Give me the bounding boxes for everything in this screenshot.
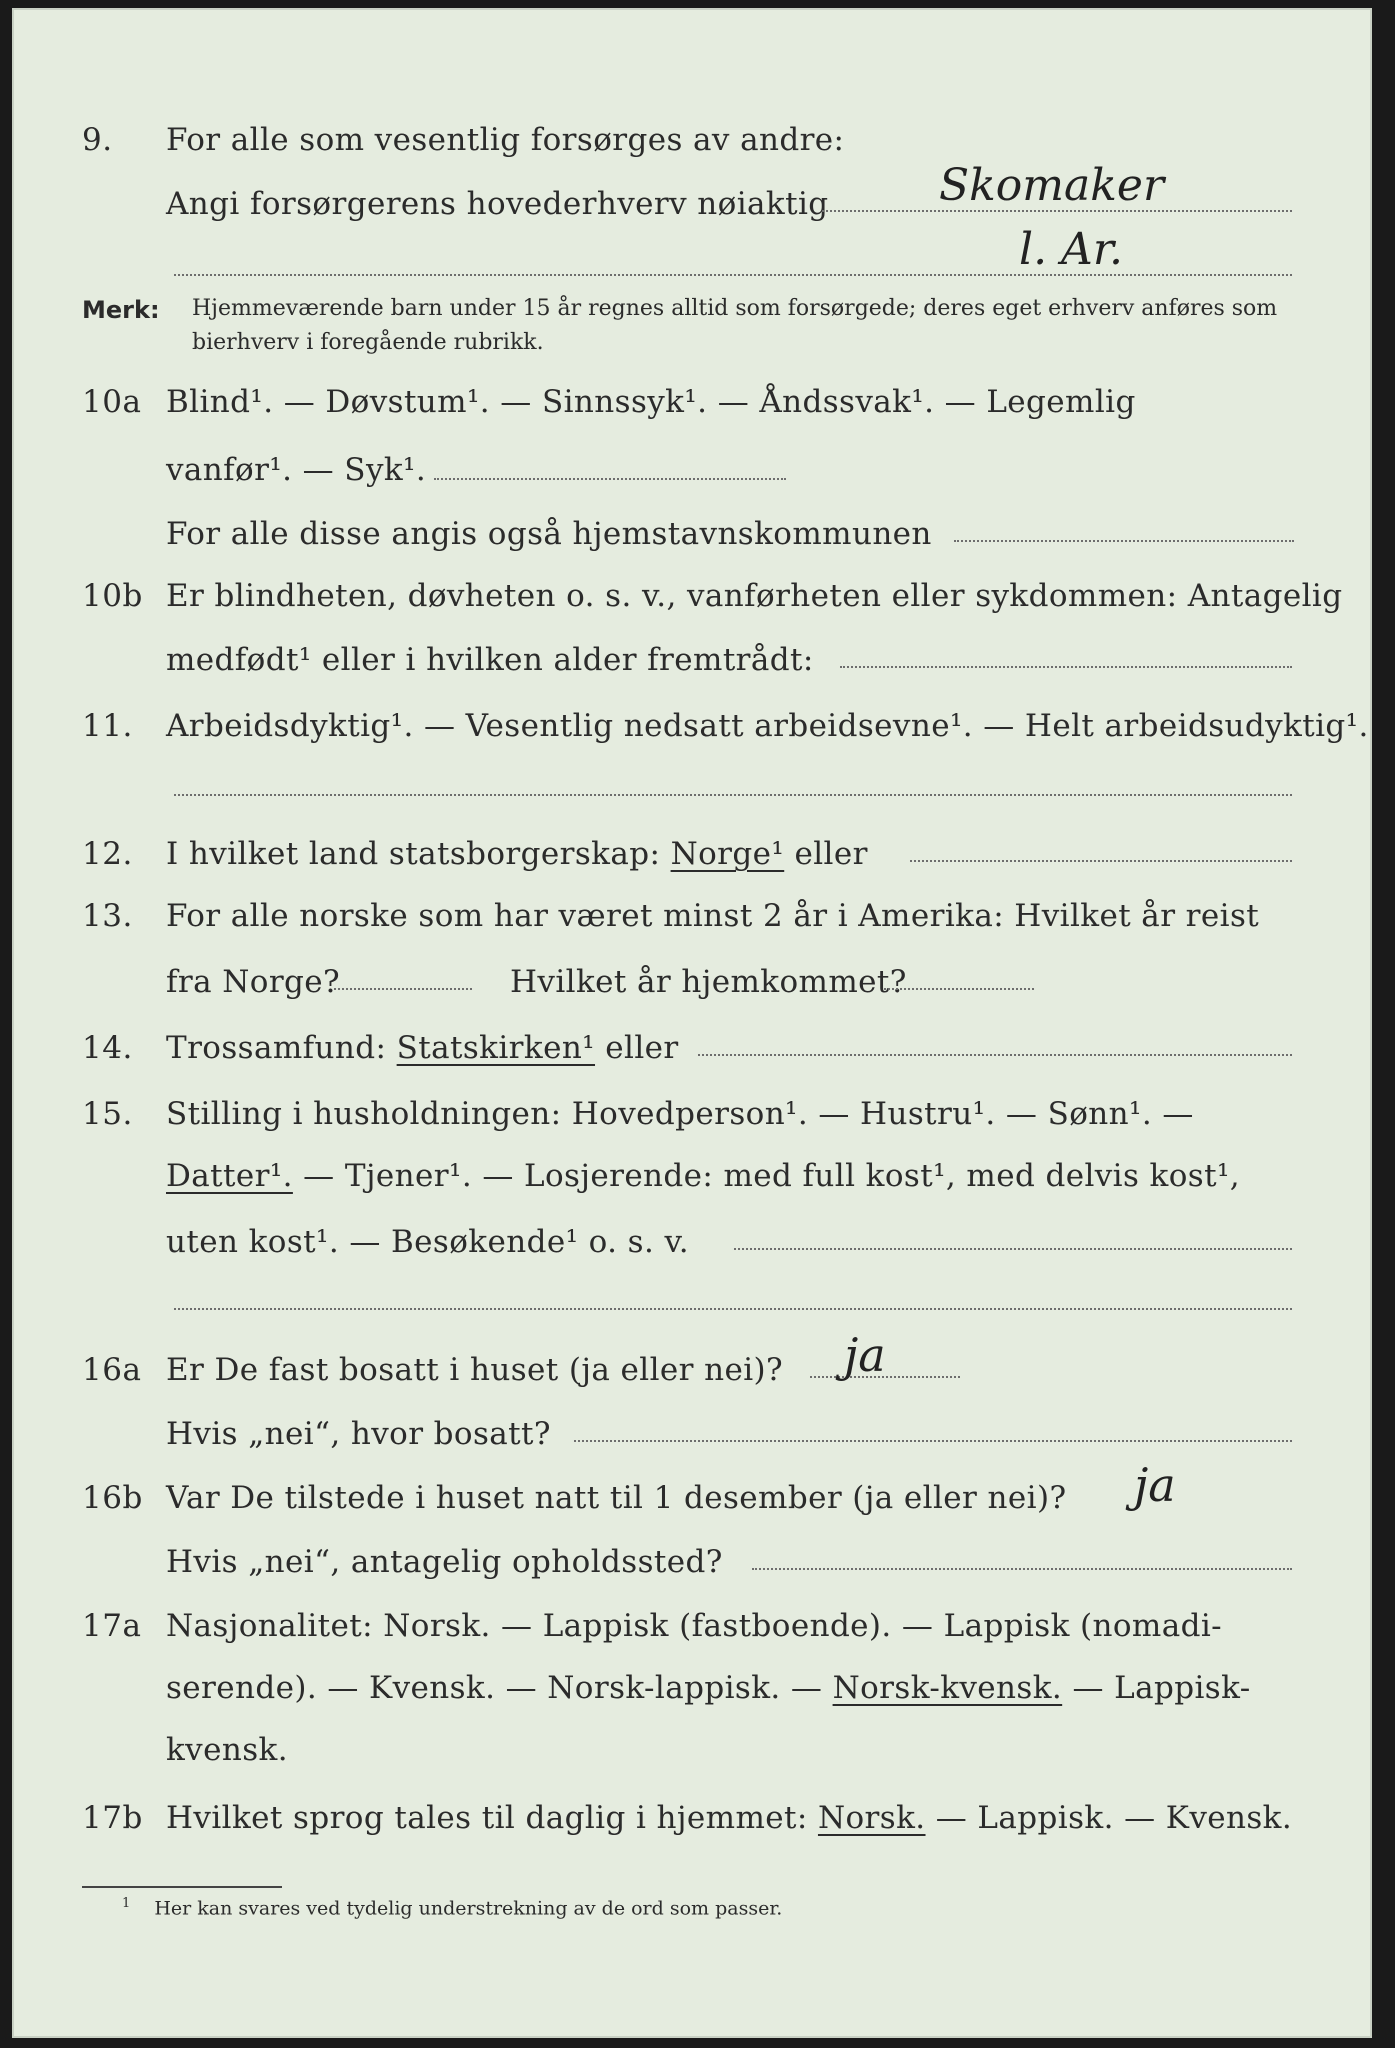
q15-line3: uten kost¹. — Besøkende¹ o. s. v. [166, 1224, 689, 1260]
q14-number: 14. [82, 1030, 133, 1066]
merk-text: Hjemmeværende barn under 15 år regnes alltid som forsørgede; deres eget erhverv anføres som bierhverv i foregående rubrikk. [192, 296, 1278, 355]
merk-label: Merk: [82, 296, 160, 324]
q10a-line2: vanfør¹. — Syk¹. [166, 452, 427, 488]
census-form-page [12, 8, 1372, 2038]
footnote-mark: 1 [122, 1896, 131, 1911]
q16b-handwritten-answer: ja [1134, 1458, 1176, 1512]
q16a-handwritten-answer: ja [844, 1328, 886, 1382]
q17a-number: 17a [82, 1608, 142, 1644]
q12-question: I hvilket land statsborgerskap: [166, 836, 661, 872]
q10a-answer-line1 [434, 478, 786, 480]
q13-line2a-answer [334, 988, 472, 990]
q13-number: 13. [82, 898, 133, 934]
q14-underlined-answer: Statskirken¹ [396, 1030, 596, 1066]
q15-number: 15. [82, 1096, 133, 1132]
q15-answer-line2 [174, 1308, 1292, 1310]
q9-number: 9. [82, 122, 113, 158]
q16a-line2: Hvis „nei“, hvor bosatt? [166, 1416, 551, 1452]
q11-line1: Arbeidsdyktig¹. — Vesentlig nedsatt arbeidsevne¹. — Helt arbeidsudyktig¹. [166, 708, 1369, 744]
q15-line1: Stilling i husholdningen: Hovedperson¹. — Hustru¹. — Sønn¹. — [166, 1096, 1194, 1132]
q10a-line3: For alle disse angis også hjemstavnskommunen [166, 516, 932, 552]
footnote-rule [82, 1886, 282, 1888]
q16a-line1: Er De fast bosatt i huset (ja eller nei)? [166, 1352, 784, 1388]
q15-answer-line1 [734, 1248, 1292, 1250]
q16b-line2: Hvis „nei“, antagelig opholdssted? [166, 1544, 723, 1580]
q13-line2a: fra Norge? [166, 964, 341, 1000]
q12-underlined-answer: Norge¹ [670, 836, 785, 872]
q17b-rest: — Lappisk. — Kvensk. [935, 1800, 1293, 1836]
q12-text [166, 836, 868, 872]
q17b-underlined-answer: Norsk. [817, 1800, 926, 1836]
q14-or: eller [605, 1030, 679, 1066]
q17a-line1: Nasjonalitet: Norsk. — Lappisk (fastboende). — Lappisk (nomadi- [166, 1608, 1223, 1644]
footnote [122, 1896, 782, 1919]
q16b-number: 16b [82, 1480, 143, 1516]
q10a-number: 10a [82, 384, 142, 420]
q17a-line2 [166, 1670, 1251, 1706]
q9-line1: For alle som vesentlig forsørges av andre: [166, 122, 845, 158]
q9-line2: Angi forsørgerens hovederhverv nøiaktig [166, 186, 829, 222]
q17b-number: 17b [82, 1800, 143, 1836]
q12-or: eller [794, 836, 868, 872]
q13-line2b: Hvilket år hjemkommet? [510, 964, 907, 1000]
q12-number: 12. [82, 836, 133, 872]
q9-answer-line2 [174, 274, 1292, 276]
q12-answer-line [910, 860, 1292, 862]
q14-question: Trossamfund: [166, 1030, 387, 1066]
q16a-number: 16a [82, 1352, 142, 1388]
q10a-answer-line2 [954, 540, 1294, 542]
q13-line2b-answer [884, 988, 1034, 990]
q10b-number: 10b [82, 578, 143, 614]
q11-number: 11. [82, 708, 133, 744]
q10b-line2: medfødt¹ eller i hvilken alder fremtrådt: [166, 642, 814, 678]
q17a-line3: kvensk. [166, 1732, 288, 1768]
q17a-line2-end: — Lappisk- [1072, 1670, 1251, 1706]
q16a-answer-line2 [574, 1440, 1292, 1442]
q17a-line2-start: serende). — Kvensk. — Norsk-lappisk. — [166, 1670, 823, 1706]
q17b-text [166, 1800, 1292, 1836]
q16b-line1: Var De tilstede i huset natt til 1 desember (ja eller nei)? [166, 1480, 1067, 1516]
q14-text [166, 1030, 679, 1066]
q15-underlined-answer: Datter¹. [166, 1158, 293, 1194]
q15-line2-rest: — Tjener¹. — Losjerende: med full kost¹, med delvis kost¹, [303, 1158, 1241, 1194]
q10b-answer-line [840, 666, 1292, 668]
q17b-question: Hvilket sprog tales til daglig i hjemmet: [166, 1800, 808, 1836]
q14-answer-line [698, 1054, 1292, 1056]
q16b-answer-line [752, 1568, 1292, 1570]
q17a-underlined-answer: Norsk-kvensk. [832, 1670, 1063, 1706]
q10a-line1: Blind¹. — Døvstum¹. — Sinnssyk¹. — Åndssvak¹. — Legemlig [166, 384, 1136, 420]
q15-line2 [166, 1158, 1240, 1194]
q9-handwritten-answer2: l. Ar. [1019, 224, 1124, 275]
q11-answer-line [174, 794, 1292, 796]
q10b-line1: Er blindheten, døvheten o. s. v., vanførheten eller sykdommen: Antagelig [166, 578, 1343, 614]
q9-handwritten-answer: Skomaker [939, 160, 1164, 211]
q13-line1: For alle norske som har været minst 2 år i Amerika: Hvilket år reist [166, 898, 1260, 934]
footnote-text: Her kan svares ved tydelig understrekning av de ord som passer. [154, 1897, 783, 1920]
